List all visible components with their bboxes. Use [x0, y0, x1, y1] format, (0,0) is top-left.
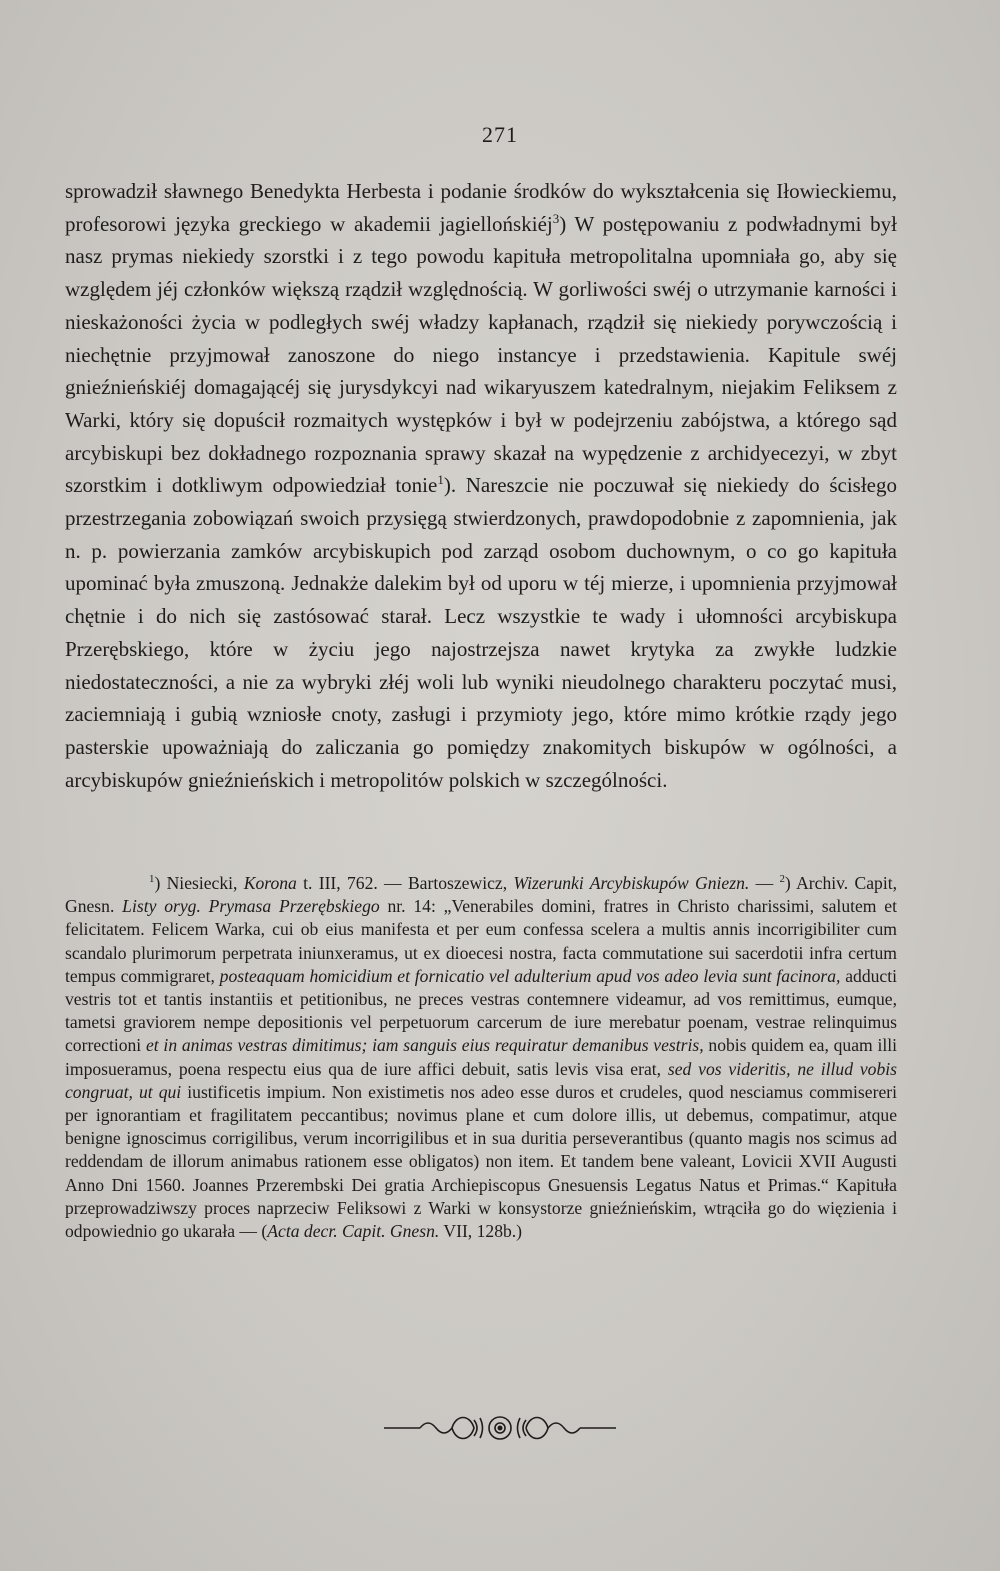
footnote-2-acta: Acta decr. Capit. Gnesn. [267, 1221, 440, 1242]
footnote-2-text-a: ) Archiv. Capit, Gnesn. [65, 873, 897, 917]
page-number: 271 [482, 122, 518, 147]
footnote-block [65, 872, 897, 1243]
main-text-part-3: ). Nareszcie nie poczuwał się niekiedy do ścisłego przestrzegania zobowiązań swoich przysięgą stwierdzonych, prawdopodobnie z zapomnienia, jak n. p. powierzania zamków arcybiskupich pod zarząd osobom duchownym, o co go kapituła upominać była zmuszoną. Jednakże dalekim był od uporu w téj mierze, i upomnienia przyjmował chętnie i do nich się zastósować starał. Lecz wszystkie te wady i ułomności arcybiskupa Przerębskiego, które w życiu jego najostrzejsza nawet krytyka za zwykłe ludzkie niedostateczności, a nie za wybryki złéj woli lub wyniki nieudolnego charakteru poczytać musi, zaciemniają i gubią wzniosłe cnoty, zasługi i przymioty jego, które mimo krótkie rządy jego pasterskie upoważniają do zaliczania go pomiędzy znakomitych biskupów w ogólności, a arcybiskupów gnieźnieńskich i metropolitów polskich w szczególności. [65, 473, 897, 792]
footnote-2-italic-1: posteaquam homicidium et fornicatio vel adulterium apud vos adeo levia sunt facinora, [219, 965, 841, 986]
footnote-2-text-e: iustificetis impium. Non existimetis nos adeo esse duros et crudeles, quod nesciamus commisereri per ignorantiam et fragilitatem peccantibus; novimus plane et cum dolore illis, ut debemus, compatimur, atque benigne ignoscimus corrigilibus, verum incorrigilibus et in sua duritia perseverantibus (quanto magis nos scimus ad reddendam de illorum animabus rationem esse obligatos) non item. Et tandem bene valeant, Lovicii XVII Augusti Anno Dni 1560. Joannes Przerembski Dei gratia Archiepiscopus Gnesuensis Legatus Natus et Primas.“ Kapituła przeprowadziwszy proces naprzeciw Feliksowi z Warki w konsystorze gnieźnieńskim, wtrąciła go do więzienia i odpowiednio go ukarała — ( [65, 1081, 898, 1242]
footnote-2-italic-2: et in animas vestras dimitimus; iam sanguis eius requiratur demanibus vestris, [145, 1035, 704, 1056]
footnote-2-marker: 2 [779, 873, 785, 886]
footnote-ref-3: 3 [552, 210, 560, 226]
footnote-1-marker: 1 [149, 873, 155, 886]
main-text-part-2: ) W postępowaniu z podwładnymi był nasz prymas niekiedy szorstki i z tego powodu kapituła metropolitalna upomniała go, aby się względem jéj członków większą rządził względnością. W gorliwości swéj o utrzymanie karności i nieskażoności życia w podległych swéj władzy kapłanach, rządził się niekiedy porywczością i niechętnie przyjmował zanoszone do niego instancye i przedstawienia. Kapitule swéj gnieźnieńskiéj domagającéj się jurysdykcyi nad wikaryuszem katedralnym, niejakim Feliksem z Warki, który się dopuścił rozmaitych występków i był w podejrzeniu zabójstwa, a którego sąd arcybiskupi bez dokładnego rozpoznania sprawy skazał na wypędzenie z archidyecezyi, w zbyt szorstkim i dotkliwym odpowiedział tonie [65, 211, 897, 498]
footnote-ref-1: 1 [437, 472, 444, 488]
main-paragraph [65, 175, 897, 796]
footnote-2-listy: Listy oryg. Prymasa Przerębskiego [122, 896, 380, 917]
footnote-2-text-f: VII, 128b.) [439, 1221, 523, 1242]
footnote-1-wizerunki: Wizerunki Arcybiskupów Gniezn. [513, 873, 750, 893]
main-text [65, 175, 897, 796]
footnote-2-text-d: nobis quidem ea, quam illi imposueramus, poena respectu eius qua de iure affici debuit, satis levis visa erat, [65, 1035, 898, 1079]
footnote-1-text-a: ) Niesiecki, [154, 873, 244, 893]
footnotes [65, 872, 897, 1243]
footnote-separator: — [749, 873, 780, 893]
main-text-part-1: sprowadził sławnego Benedykta Herbesta i podanie środków do wykształcenia się Iłowieckiemu, profesorowi języka greckiego w akademii jagiellońskiéj [65, 179, 897, 236]
footnote-2-italic-3: sed vos videritis, ne illud vobis congruat, ut qui [65, 1058, 897, 1102]
footnote-1-text-b: t. III, 762. — Bartoszewicz, [296, 873, 514, 893]
footnote-1-korona: Korona [243, 873, 297, 893]
footnote-2-text-c: adducti vestris tot et tantis instantiis et petitionibus, ne preces vestras contemnere videamur, ad vos remittimus, eumque, tametsi graviorem nempe depositionis vel perpetuorum carcerum de iure merebatur poenam, vestrae relinquimus correctioni [65, 965, 897, 1056]
decorative-ornament-icon [380, 1410, 620, 1446]
footnote-2-text-b: nr. 14: „Venerabiles domini, fratres in Christo charissimi, salutem et felicitatem. Felicem Warka, cui ob eius manifesta et per eum confessa scelera a multis annis incorrigibiliter cum scandalo plurimorum perpetrata iniunxeramus, ut ex dioecesi nostra, facta commutatione sui sacerdotii infra certum tempus commigraret, [65, 896, 898, 986]
